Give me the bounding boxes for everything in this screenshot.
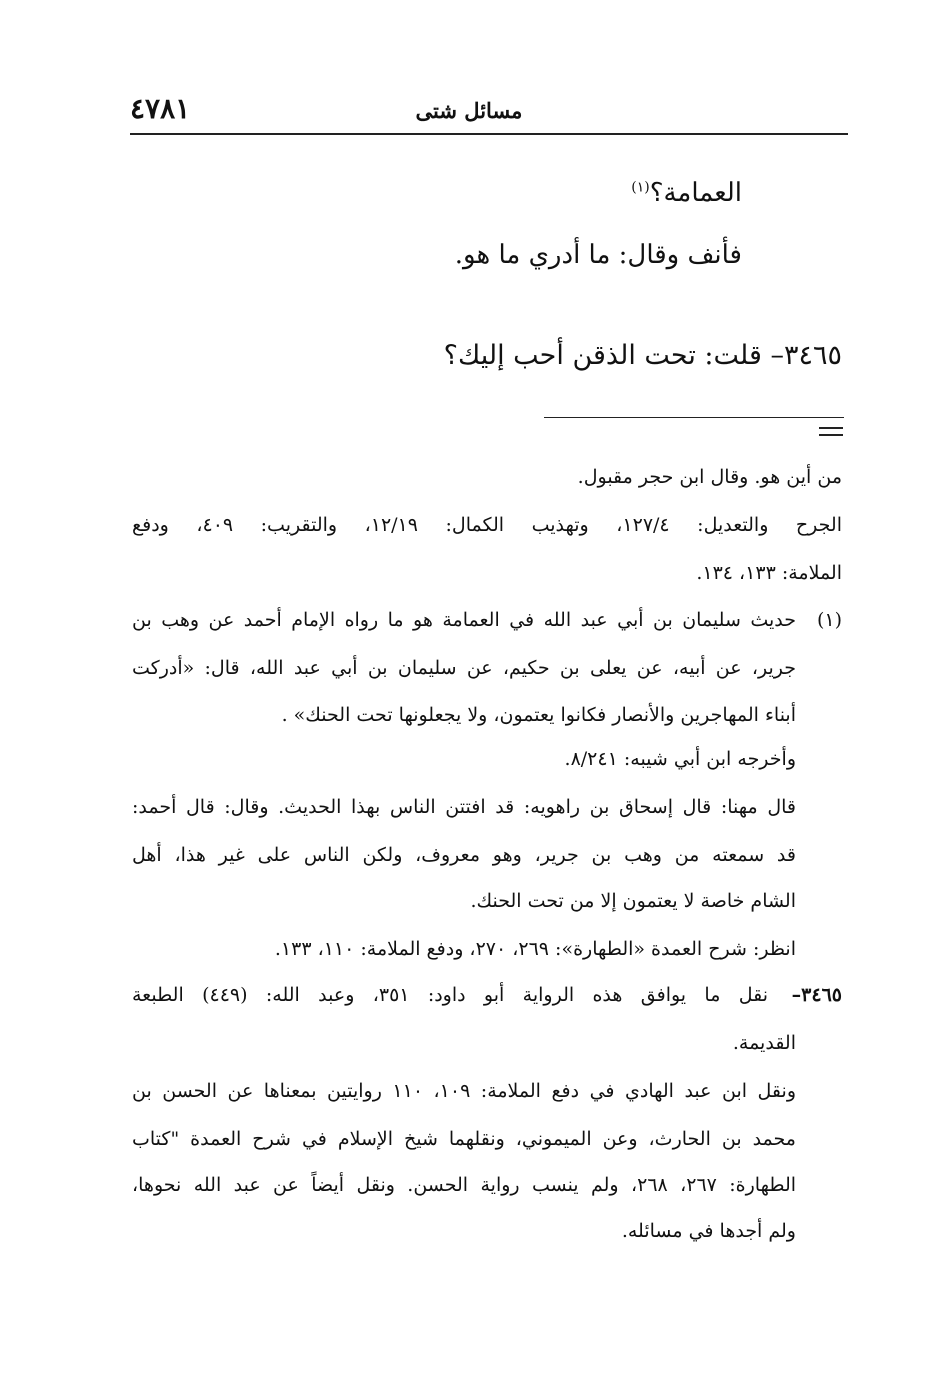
note-3465-marker: ٣٤٦٥– xyxy=(791,984,842,1006)
main-text-line-2: فأنف وقال: ما أدري ما هو. xyxy=(454,240,742,270)
footnote-reference-1: (١) xyxy=(631,179,650,196)
footnote-1-line: انظر: شرح العمدة «الطهارة»: ٢٦٩، ٢٧٠، ودفع الملامة: ١١٠، ١٣٣. xyxy=(274,938,796,960)
note-3465-line: ولم أجدها في مسائله. xyxy=(621,1220,796,1242)
note-3465-line: نقل ما يوافق هذه الرواية أبو داود: ٣٥١، وعبد الله: (٤٤٩) الطبعة xyxy=(132,984,769,1006)
question-number: ٣٤٦٥ xyxy=(783,340,842,371)
footnote-1-line: قد سمعته من وهب بن جرير، وهو معروف، ولكن الناس على غير هذا، أهل xyxy=(132,844,796,866)
page-number: ٤٧٨١ xyxy=(130,92,191,125)
main-text-line-1-text: العمامة؟ xyxy=(649,178,742,208)
note-3465-line: الطهارة: ٢٦٧، ٢٦٨، ولم ينسب رواية الحسن. ونقل أيضاً عن عبد الله نحوها، xyxy=(132,1174,797,1196)
question-text: قلت: تحت الذقن أحب إليك؟ xyxy=(443,340,762,371)
note-3465-line: محمد بن الحارث، وعن الميموني، ونقلهما شيخ الإسلام في شرح العمدة "كتاب xyxy=(132,1128,796,1150)
footnote-separator xyxy=(544,417,844,418)
footnote-1-line: الشام خاصة لا يعتمون إلا من تحت الحنك. xyxy=(470,890,796,912)
footnote-1-marker: (١) xyxy=(816,609,842,631)
footnote-continued-line: الملامة: ١٣٣، ١٣٤. xyxy=(696,562,842,584)
note-3465-line: ونقل ابن عبد الهادي في دفع الملامة: ١٠٩، ١١٠ روايتين بمعناها عن الحسن بن xyxy=(132,1080,796,1102)
question-3465: ٣٤٦٥– قلت: تحت الذقن أحب إليك؟ xyxy=(443,340,842,371)
main-text-line-1 xyxy=(631,178,742,208)
footnote-1-line: وأخرجه ابن أبي شيبه: ٨/٢٤١. xyxy=(564,748,796,770)
running-title: مسائل شتى xyxy=(415,98,523,123)
header-rule xyxy=(130,133,848,135)
footnote-continued-line: من أين هو. وقال ابن حجر مقبول. xyxy=(577,466,842,488)
footnote-1-line: جرير، عن أبيه، عن يعلى بن حكيم، عن سليمان بن أبي عبد الله، قال: «أدركت xyxy=(132,657,796,679)
footnote-continued-line: الجرح والتعديل: ١٢٧/٤، وتهذيب الكمال: ١٢/١٩، والتقريب: ٤٠٩، ودفع xyxy=(132,514,842,536)
note-3465-line: القديمة. xyxy=(732,1032,796,1054)
footnote-1-line: أبناء المهاجرين والأنصار فكانوا يعتمون، ولا يجعلونها تحت الحنك» . xyxy=(281,704,796,726)
footnote-1-line: حديث سليمان بن أبي عبد الله في العمامة هو ما رواه الإمام أحمد عن وهب بن xyxy=(132,609,796,631)
continuation-mark xyxy=(819,427,843,436)
footnote-1-line: قال مهنا: قال إسحاق بن راهويه: قد افتتن الناس بهذا الحديث. وقال: قال أحمد: xyxy=(132,796,796,818)
